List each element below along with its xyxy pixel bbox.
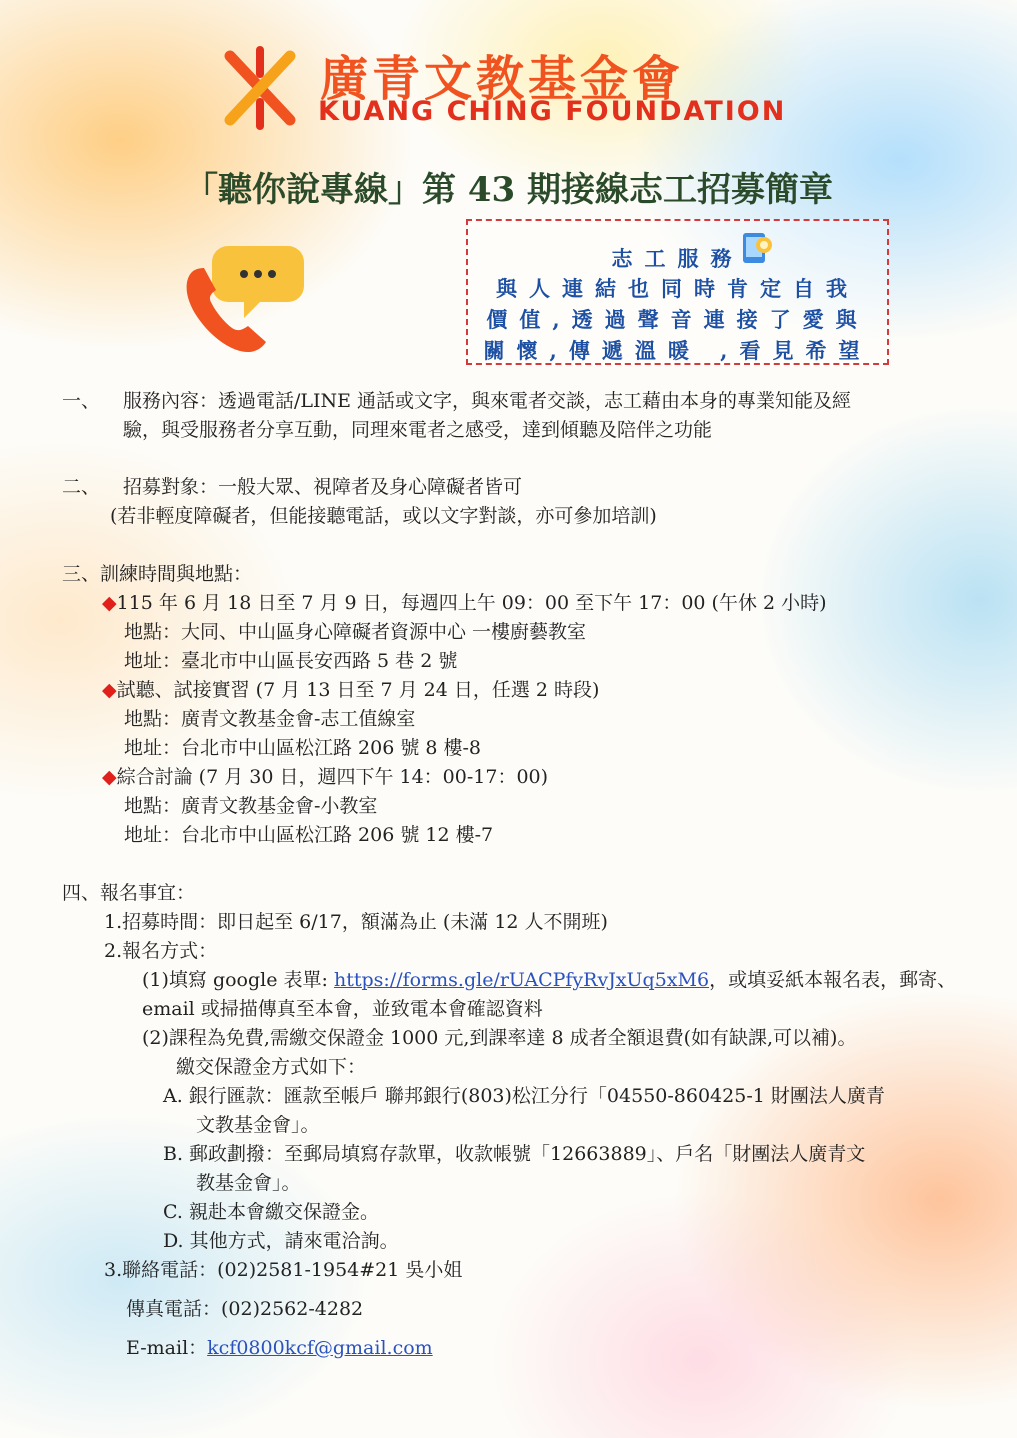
bullet-diamond-icon: ◆: [102, 766, 117, 788]
mobile-phone-icon: [740, 231, 774, 265]
google-form-link[interactable]: https://forms.gle/rUACPfyRvJxUq5xM6: [333, 969, 710, 991]
payment-b-line-2: 教基金會」。: [196, 1172, 301, 1194]
bullet-diamond-icon: ◆: [102, 679, 117, 701]
signup-form-label: (1)填寫 google 表單:: [142, 969, 334, 991]
payment-b-line-1: B. 郵政劃撥：至郵局填寫存款單，收款帳號「12663889」、戶名「財團法人廣青文: [163, 1143, 866, 1165]
training-c-address: 地址：台北市中山區松江路 206 號 12 樓-7: [124, 824, 494, 846]
signup-method-heading: 2.報名方式：: [104, 940, 218, 962]
signup-method-1-rest: ，或填妥紙本報名表，郵寄、: [709, 969, 957, 991]
phone-chat-icon: [178, 238, 308, 358]
payment-d: D. 其他方式，請來電洽詢。: [163, 1230, 399, 1252]
logo-name-english: KUANG CHING FOUNDATION: [318, 96, 787, 127]
training-b-place: 地點：廣青文教基金會-志工值線室: [124, 708, 416, 730]
page-title: 「聽你說專線」第 43 期接線志工招募簡章: [184, 170, 833, 210]
training-c-time: 綜合討論 (7 月 30 日，週四下午 14：00-17：00): [116, 766, 549, 788]
section-2-line-1: 招募對象：一般大眾、視障者及身心障礙者皆可: [123, 476, 523, 498]
contact-fax: 傳真電話：(02)2562-4282: [126, 1298, 364, 1320]
training-b-address: 地址：台北市中山區松江路 206 號 8 樓-8: [124, 737, 482, 759]
training-a-place: 地點：大同、中山區身心障礙者資源中心 一樓廚藝教室: [124, 621, 587, 643]
section-1-line-2: 驗，與受服務者分享互動，同理來電者之感受，達到傾聽及陪伴之功能: [123, 419, 713, 441]
section-3-heading: 三、訓練時間與地點：: [62, 563, 253, 585]
training-session-a: [102, 589, 827, 617]
training-c-place: 地點：廣青文教基金會-小教室: [124, 795, 378, 817]
email-link[interactable]: kcf0800kcf@gmail.com: [207, 1337, 433, 1359]
section-1-line-1: 服務內容：透過電話/LINE 通話或文字，與來電者交談，志工藉由本身的專業知能及經: [123, 390, 852, 412]
logo-name-chinese: 廣青文教基金會: [320, 51, 685, 107]
section-2-number: 二、: [62, 476, 101, 498]
contact-email-row: [126, 1334, 433, 1362]
section-2-line-2: (若非輕度障礙者，但能接聽電話，或以文字對談，亦可參加培訓): [110, 505, 657, 527]
section-4-heading: 四、報名事宜：: [62, 882, 196, 904]
payment-a-line-2: 文教基金會」。: [196, 1114, 320, 1136]
training-a-time: 115 年 6 月 18 日至 7 月 9 日，每週四上午 09：00 至下午 17：00 (午休 2 小時): [116, 592, 827, 614]
payment-c: C. 親赴本會繳交保證金。: [163, 1201, 379, 1223]
training-b-time: 試聽、試接實習 (7 月 13 日至 7 月 24 日，任選 2 時段): [116, 679, 600, 701]
contact-phone: 3.聯絡電話：(02)2581-1954#21 吳小姐: [104, 1259, 463, 1281]
training-a-address: 地址：臺北市中山區長安西路 5 巷 2 號: [124, 650, 458, 672]
foundation-logo-icon: [218, 46, 302, 130]
volunteer-callout-box: [466, 219, 889, 365]
signup-method-1-cont: email 或掃描傳真至本會，並致電本會確認資料: [142, 998, 543, 1020]
callout-line-1: 與人連結也同時肯定自我: [496, 276, 859, 301]
bullet-diamond-icon: ◆: [102, 592, 117, 614]
email-label: E-mail：: [126, 1337, 208, 1359]
deposit-note: (2)課程為免費,需繳交保證金 1000 元,到課率達 8 成者全額退費(如有缺課,可以補)。: [142, 1027, 857, 1049]
section-1-number: 一、: [62, 390, 101, 412]
training-session-b: [102, 676, 599, 704]
callout-heading: 志工服務: [611, 246, 744, 271]
signup-period: 1.招募時間：即日起至 6/17，額滿為止 (未滿 12 人不開班): [104, 911, 608, 933]
payment-a-line-1: A. 銀行匯款：匯款至帳戶 聯邦銀行(803)松江分行「04550-860425-1 財團法人廣青: [163, 1085, 885, 1107]
signup-method-1: [142, 966, 956, 994]
callout-line-2: 價值,透過聲音連接了愛與: [486, 307, 869, 332]
deposit-methods-heading: 繳交保證金方式如下：: [176, 1056, 367, 1078]
callout-line-3: 關懷,傳遞溫暖 ,看見希望: [483, 338, 872, 363]
training-session-c: [102, 763, 548, 791]
